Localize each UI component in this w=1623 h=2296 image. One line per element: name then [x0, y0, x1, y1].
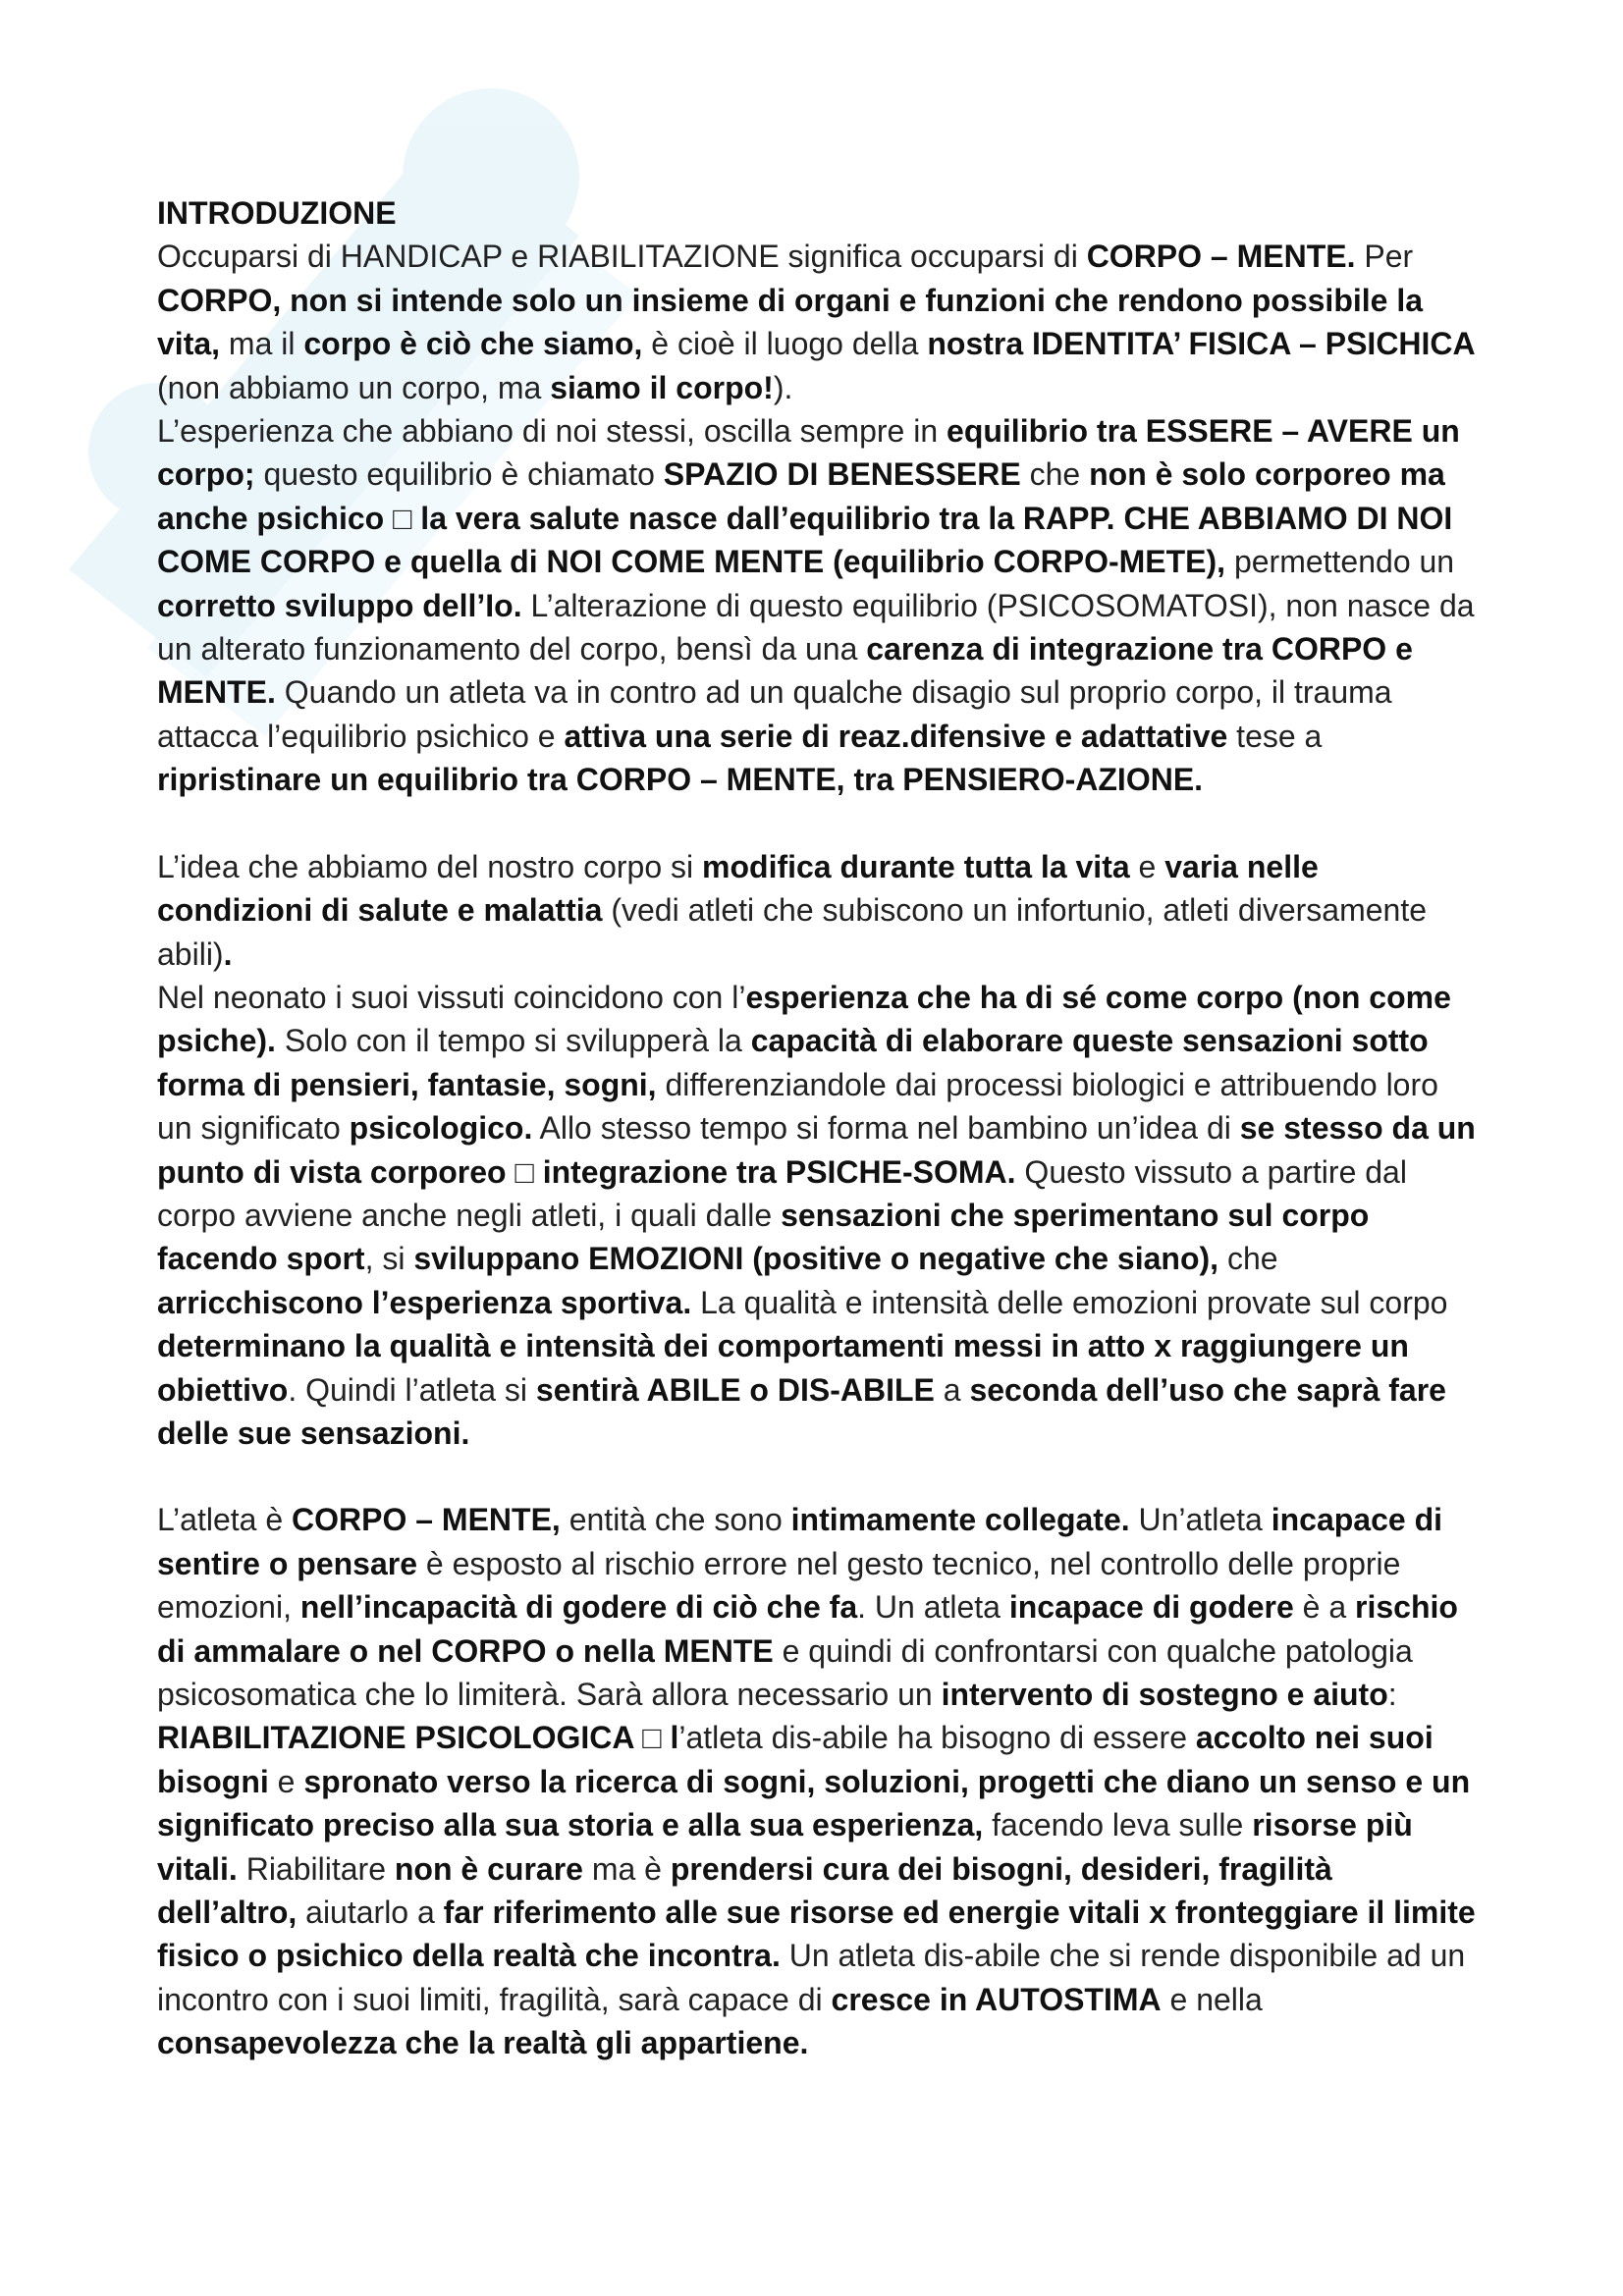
bold-text-run: carenza di integrazione tra CORPO e MENTE.: [157, 631, 1413, 711]
text-run: . Un atleta: [857, 1589, 1009, 1626]
bold-text-run: esperienza che ha di sé come corpo (non come psiche).: [157, 979, 1451, 1059]
text-run: è a: [1293, 1589, 1355, 1626]
text-run: L’alterazione di questo equilibrio (PSICOSOMATOSI), non nasce da un alterato funzionamento del corpo, bensì da una: [157, 587, 1475, 667]
text-run: Nel neonato i suoi vissuti coincidono con l’: [157, 979, 746, 1015]
bold-text-run: la vera salute nasce dall’equilibrio tra la RAPP. CHE ABBIAMO DI NOI COME CORPO e quella di NOI COME MENTE (equilibrio CORPO-METE),: [157, 500, 1453, 580]
text-run: ’atleta dis-abile ha bisogno di essere: [678, 1720, 1196, 1756]
bold-text-run: arricchiscono l’esperienza sportiva.: [157, 1284, 692, 1320]
text-run: differenziandole dai processi biologici e attribuendo loro un significato: [157, 1066, 1438, 1147]
text-run: che: [1218, 1241, 1278, 1277]
text-run: è esposto al rischio errore nel gesto tecnico, nel controllo delle proprie emozioni,: [157, 1545, 1401, 1626]
document-body: [157, 235, 1478, 2064]
bold-text-run: RIABILITAZIONE PSICOLOGICA: [157, 1720, 643, 1756]
text-run: Un’atleta: [1129, 1502, 1271, 1538]
bold-text-run: nell’incapacità di godere di ciò che fa: [299, 1589, 858, 1626]
text-run: :: [1387, 1677, 1397, 1712]
text-run: □: [393, 500, 412, 536]
bold-text-run: sentirà ABILE o DIS-ABILE: [535, 1371, 935, 1408]
text-run: L’idea che abbiamo del nostro corpo si: [157, 848, 703, 884]
text-run: tese a: [1227, 718, 1323, 754]
bold-text-run: capacità di elaborare queste sensazioni sotto forma di pensieri, fantasie, sogni,: [157, 1023, 1429, 1102]
paragraph-gap: [157, 802, 1478, 845]
text-run: è cioè il luogo della: [642, 326, 928, 362]
text-run: che: [1020, 456, 1090, 493]
text-run: a: [934, 1371, 970, 1408]
text-run: e: [1129, 848, 1165, 884]
bold-text-run: attiva una serie di reaz.difensive e adattative: [564, 718, 1228, 754]
text-run: L’esperienza che abbiano di noi stessi, oscilla sempre in: [157, 413, 947, 450]
text-run: (non abbiamo un corpo, ma: [157, 369, 551, 405]
paragraph: [157, 845, 1478, 976]
bold-text-run: se stesso da un punto di vista corporeo: [157, 1110, 1476, 1190]
text-run: ).: [773, 369, 793, 405]
bold-text-run: risorse più vitali.: [157, 1807, 1413, 1887]
text-run: entità che sono: [560, 1502, 791, 1538]
bold-text-run: incapace di godere: [1008, 1589, 1294, 1626]
bold-text-run: l: [661, 1720, 679, 1756]
bold-text-run: modifica durante tutta la vita: [702, 848, 1130, 884]
text-run: L’atleta è: [157, 1502, 292, 1538]
bold-text-run: determinano la qualità e intensità dei comportamenti messi in atto x raggiungere un obiettivo: [157, 1328, 1409, 1408]
text-run: e quindi di confrontarsi con qualche patologia psicosomatica che lo limiterà. Sarà allora necessario un: [157, 1632, 1413, 1712]
bold-text-run: rischio di ammalare o nel CORPO o nella MENTE: [157, 1589, 1458, 1669]
paragraph-gap: [157, 1455, 1478, 1498]
bold-text-run: corpo è ciò che siamo,: [303, 326, 643, 362]
text-run: facendo leva sulle: [983, 1807, 1253, 1843]
text-run: e nella: [1161, 1981, 1263, 2017]
bold-text-run: equilibrio tra ESSERE – AVERE un corpo;: [157, 413, 1460, 493]
bold-text-run: .: [223, 935, 233, 972]
text-run: permettendo un: [1225, 544, 1455, 580]
bold-text-run: intimamente collegate.: [790, 1502, 1130, 1538]
bold-text-run: CORPO, non si intende solo un insieme di organi e funzioni che rendono possibile la vita,: [157, 282, 1424, 362]
bold-text-run: prendersi cura dei bisogni, desideri, fragilità dell’altro,: [157, 1850, 1332, 1931]
bold-text-run: CORPO – MENTE,: [292, 1502, 561, 1538]
bold-text-run: SPAZIO DI BENESSERE: [663, 456, 1021, 493]
bold-text-run: integrazione tra PSICHE-SOMA.: [533, 1153, 1016, 1190]
bold-text-run: sviluppano EMOZIONI (positive o negative che siano),: [413, 1241, 1219, 1277]
text-run: ma il: [220, 326, 304, 362]
paragraph: [157, 235, 1478, 409]
bold-text-run: spronato verso la ricerca di sogni, soluzioni, progetti che diano un senso e un significato preciso alla sua storia e alla sua esperienza,: [157, 1763, 1471, 1843]
text-run: Per: [1355, 239, 1414, 275]
bold-text-run: ripristinare un equilibrio tra CORPO – MENTE, tra PENSIERO-AZIONE.: [157, 762, 1204, 798]
paragraph: [157, 409, 1478, 802]
bold-text-run: incapace di sentire o pensare: [157, 1502, 1442, 1581]
text-run: Riabilitare: [237, 1850, 395, 1887]
bold-text-run: seconda dell’uso che saprà fare delle sue sensazioni.: [157, 1371, 1446, 1451]
bold-text-run: nostra IDENTITA’ FISICA – PSICHICA: [927, 326, 1476, 362]
paragraph: [157, 1498, 1478, 2064]
text-run: aiutarlo a: [297, 1895, 444, 1931]
bold-text-run: varia nelle condizioni di salute e malattia: [157, 848, 1319, 929]
text-run: □: [642, 1720, 662, 1756]
text-run: (vedi atleti che subiscono un infortunio, atleti diversamente abili): [157, 892, 1427, 972]
bold-text-run: siamo il corpo!: [550, 369, 774, 405]
bold-text-run: non è solo corporeo ma anche psichico: [157, 456, 1445, 536]
document-heading: INTRODUZIONE: [157, 195, 397, 231]
text-run: □: [514, 1153, 534, 1190]
text-run: questo equilibrio è chiamato: [254, 456, 664, 493]
bold-text-run: CORPO – MENTE.: [1086, 239, 1356, 275]
text-run: Solo con il tempo si svilupperà la: [275, 1023, 751, 1059]
bold-text-run: intervento di sostegno e aiuto: [941, 1677, 1388, 1712]
text-run: . Quindi l’atleta si: [288, 1371, 536, 1408]
bold-text-run: sensazioni che sperimentano sul corpo facendo sport: [157, 1197, 1370, 1277]
text-run: La qualità e intensità delle emozioni provate sul corpo: [691, 1284, 1448, 1320]
text-run: Un atleta dis-abile che si rende disponibile ad un incontro con i suoi limiti, fragilità, sarà capace di: [157, 1938, 1466, 2017]
text-run: Occuparsi di HANDICAP e RIABILITAZIONE significa occuparsi di: [157, 239, 1087, 275]
text-run: Questo vissuto a partire dal corpo avviene anche negli atleti, i quali dalle: [157, 1153, 1407, 1233]
text-run: Quando un atleta va in contro ad un qualche disagio sul proprio corpo, il trauma attacca l’equilibrio psichico e: [157, 674, 1392, 754]
bold-text-run: consapevolezza che la realtà gli appartiene.: [157, 2025, 809, 2061]
bold-text-run: non è curare: [394, 1850, 583, 1887]
bold-text-run: corretto sviluppo dell’Io.: [157, 587, 522, 623]
text-run: Allo stesso tempo si forma nel bambino un’idea di: [532, 1110, 1240, 1147]
paragraph: [157, 976, 1478, 1455]
text-run: e: [268, 1763, 304, 1799]
bold-text-run: accolto nei suoi bisogni: [157, 1720, 1434, 1799]
bold-text-run: cresce in AUTOSTIMA: [831, 1981, 1162, 2017]
bold-text-run: far riferimento alle sue risorse ed energie vitali x fronteggiare il limite fisico o psichico della realtà che incontra.: [157, 1895, 1476, 1974]
text-run: , si: [364, 1241, 414, 1277]
document-page: [157, 191, 1478, 2065]
bold-text-run: psicologico.: [349, 1110, 533, 1147]
text-run: ma è: [582, 1850, 671, 1887]
